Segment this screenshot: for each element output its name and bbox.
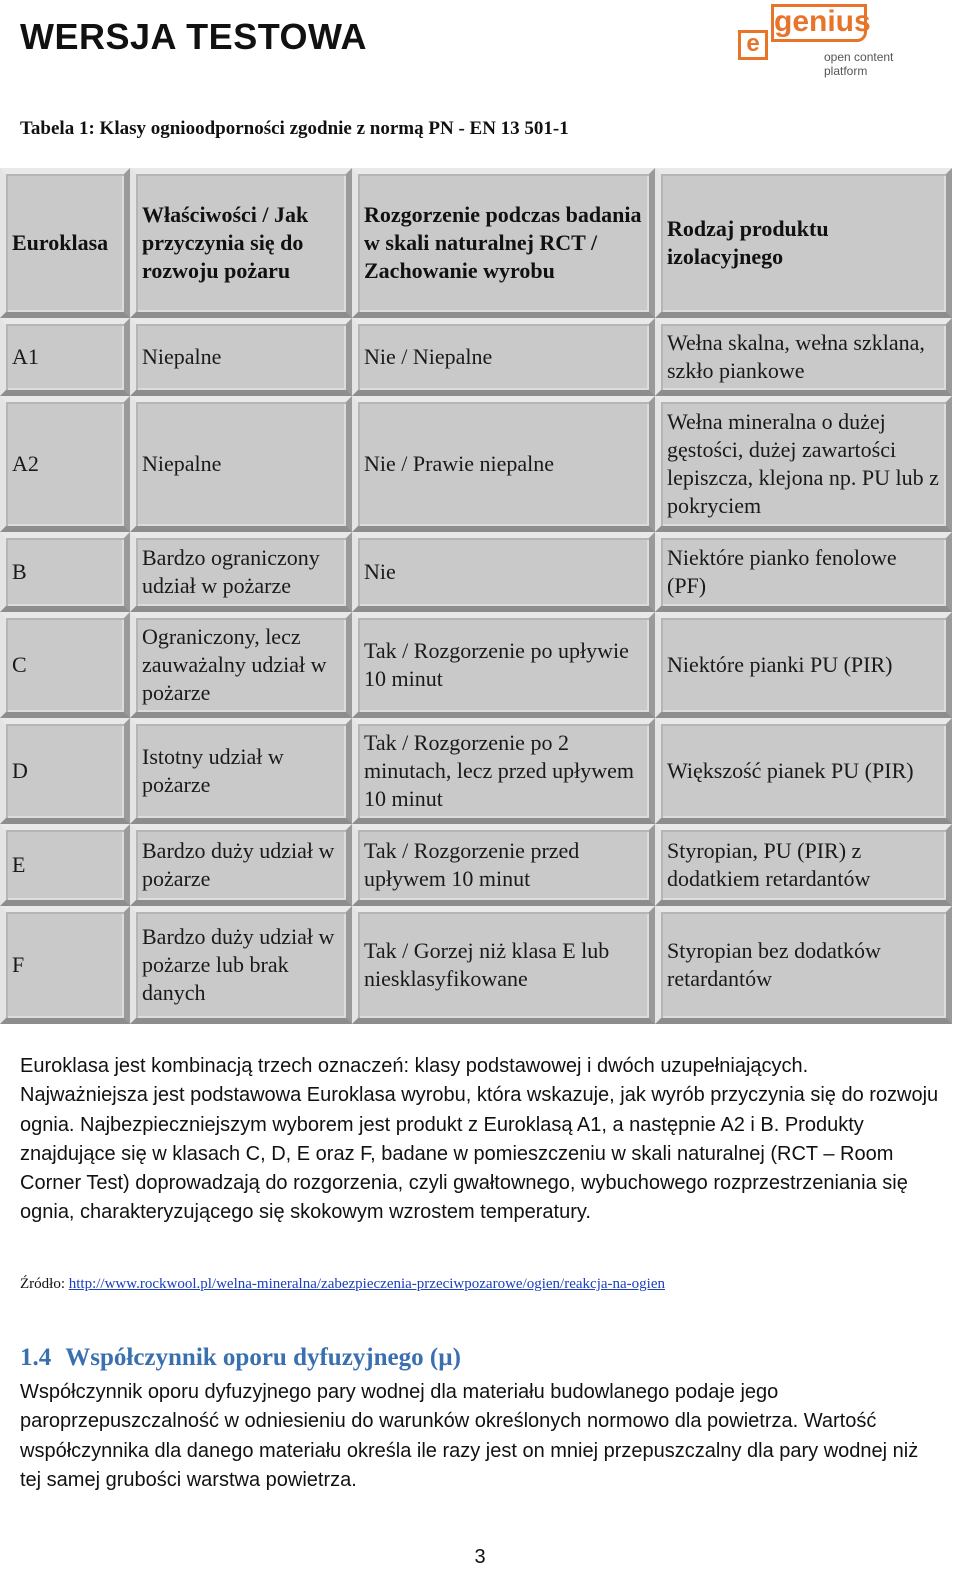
logo-e-mark: e [738, 30, 768, 60]
cell-product-type: Styropian, PU (PIR) z dodatkiem retardantów [655, 824, 952, 906]
header-product-type: Rodzaj produktu izolacyjnego [655, 168, 952, 318]
cell-properties: Niepalne [130, 318, 352, 396]
document-title: WERSJA TESTOWA [20, 16, 368, 57]
table-row [0, 906, 952, 1024]
diffusion-paragraph: Współczynnik oporu dyfuzyjnego pary wodnej dla materiału budowlanego podaje jego paroprzepuszczalność w odniesieniu do warunków określonych normowo dla powietrza. Wartość współczynnika dla danego materiału określa ile razy jest on mniej przepuszczalny dla pary wodnej niż tej samej grubości warstwa powietrza. [20, 1381, 919, 1491]
logo-genius-wordmark: genius [771, 4, 867, 42]
header-flashover: Rozgorzenie podczas badania w skali naturalnej RCT / Zachowanie wyrobu [352, 168, 655, 318]
cell-class: E [0, 824, 130, 906]
cell-properties: Ograniczony, lecz zauważalny udział w pożarze [130, 612, 352, 718]
table-row [0, 318, 952, 396]
section-number: 1.4 [20, 1344, 52, 1371]
cell-properties: Niepalne [130, 396, 352, 532]
table-row [0, 396, 952, 532]
cell-product-type: Niektóre pianko fenolowe (PF) [655, 532, 952, 612]
cell-class: D [0, 718, 130, 824]
cell-flashover: Nie / Niepalne [352, 318, 655, 396]
cell-properties: Bardzo duży udział w pożarze lub brak danych [130, 906, 352, 1024]
table-row [0, 824, 952, 906]
table-row [0, 718, 952, 824]
cell-properties: Bardzo duży udział w pożarze [130, 824, 352, 906]
cell-product-type: Styropian bez dodatków retardantów [655, 906, 952, 1024]
logo-tagline-line-2: platform [824, 64, 868, 78]
egenius-logo [738, 2, 908, 82]
cell-properties: Bardzo ograniczony udział w pożarze [130, 532, 352, 612]
header-euroklasa: Euroklasa [0, 168, 130, 318]
cell-flashover: Tak / Rozgorzenie przed upływem 10 minut [352, 824, 655, 906]
logo-tagline-line-1: open content [824, 50, 894, 64]
cell-class: C [0, 612, 130, 718]
table-row [0, 532, 952, 612]
cell-product-type: Niektóre pianki PU (PIR) [655, 612, 952, 718]
section-title: Współczynnik oporu dyfuzyjnego (µ) [65, 1344, 461, 1371]
source-line [20, 1276, 665, 1293]
cell-flashover: Nie [352, 532, 655, 612]
page-number: 3 [474, 1546, 486, 1568]
cell-flashover: Nie / Prawie niepalne [352, 396, 655, 532]
source-link[interactable]: http://www.rockwool.pl/welna-mineralna/zabezpieczenia-przeciwpozarowe/ogien/reakcja-na-ogien [68, 1276, 665, 1292]
fire-class-table-wrapper [0, 168, 952, 1024]
cell-flashover: Tak / Rozgorzenie po 2 minutach, lecz przed upływem 10 minut [352, 718, 655, 824]
logo-tagline [824, 50, 893, 78]
cell-class: B [0, 532, 130, 612]
source-label: Źródło: [20, 1276, 65, 1292]
fire-class-table [0, 168, 952, 1024]
cell-class: F [0, 906, 130, 1024]
cell-flashover: Tak / Rozgorzenie po upływie 10 minut [352, 612, 655, 718]
cell-class: A2 [0, 396, 130, 532]
table-header-row [0, 168, 952, 318]
cell-properties: Istotny udział w pożarze [130, 718, 352, 824]
cell-product-type: Wełna skalna, wełna szklana, szkło piankowe [655, 318, 952, 396]
table-row [0, 612, 952, 718]
cell-product-type: Wełna mineralna o dużej gęstości, dużej zawartości lepiszcza, klejona np. PU lub z pokryciem [655, 396, 952, 532]
cell-product-type: Większość pianek PU (PIR) [655, 718, 952, 824]
header-properties: Właściwości / Jak przyczynia się do rozwoju pożaru [130, 168, 352, 318]
cell-flashover: Tak / Gorzej niż klasa E lub niesklasyfikowane [352, 906, 655, 1024]
euroclass-explanation-paragraph: Euroklasa jest kombinacją trzech oznaczeń: klasy podstawowej i dwóch uzupełniających. Najważniejsza jest podstawowa Euroklasa wyrobu, która wskazuje, jak wyrób przyczynia się do rozwoju ognia. Najbezpieczniejszym wyborem jest produkt z Euroklasą A1, a następnie A2 i B. Produkty znajdujące się w klasach C, D, E oraz F, badane w pomieszczeniu w skali naturalnej (RCT – Room Corner Test) doprowadzają do rozgorzenia, czyli gwałtownego, wybuchowego rozprzestrzeniania się ognia, charakteryzującego się skokowym wzrostem temperatury. [20, 1055, 939, 1224]
cell-class: A1 [0, 318, 130, 396]
table-caption: Tabela 1: Klasy ognioodporności zgodnie z normą PN - EN 13 501-1 [20, 118, 569, 139]
section-heading [20, 1344, 461, 1372]
